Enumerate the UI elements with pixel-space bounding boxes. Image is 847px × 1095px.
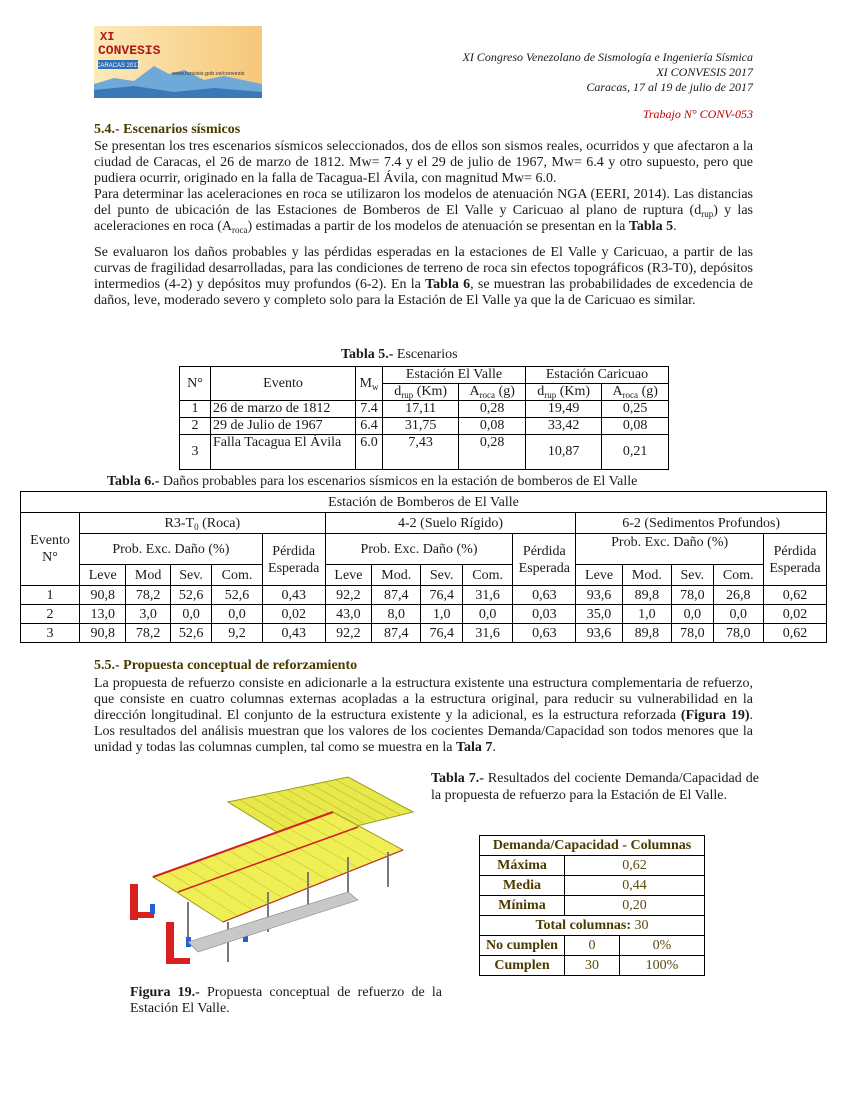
- caption-label: Tabla 7.-: [431, 771, 484, 786]
- col-header: [525, 384, 601, 401]
- col-header: Mod.: [622, 565, 671, 586]
- subscript: roca: [622, 390, 639, 400]
- cell: 1,0: [622, 605, 671, 624]
- section-5-4-body: [94, 139, 753, 309]
- table-row: [480, 896, 705, 916]
- table-row: [21, 624, 827, 643]
- col-header: Com.: [212, 565, 262, 586]
- paragraph: Se presentan los tres escenarios sísmicos seleccionados, dos de ellos son sismos reales, ocurridos y que afectaron a la ciudad de Caracas, el 26 de marzo de 1812. Mw= 7.4 y el 29 de julio de 1967, Mw= 6.4 y otro supuesto, pero que pudiera ocurrir, originado en la falla de Tacagua-El Ávila, con magnitud Mw= 6.0.: [94, 139, 753, 186]
- text: (g): [638, 384, 658, 399]
- cell: 17,11: [383, 401, 459, 418]
- group-header: 6-2 (Sedimentos Profundos): [576, 513, 827, 534]
- cell: 0,03: [513, 605, 576, 624]
- col-header: Mod.: [372, 565, 421, 586]
- cell: 2: [21, 605, 80, 624]
- cell: 0,63: [513, 624, 576, 643]
- col-header: Prob. Exc. Daño (%): [325, 534, 513, 565]
- cell: 1: [21, 586, 80, 605]
- text: .: [492, 740, 496, 755]
- subscript: rup: [701, 209, 714, 219]
- caption-label: Tabla 6.-: [107, 474, 160, 489]
- col-header: Evento N°: [21, 513, 80, 586]
- cell: 26 de marzo de 1812: [211, 401, 356, 418]
- cell: 0,43: [262, 586, 325, 605]
- cell: [480, 916, 705, 936]
- table-reference: Tala 7: [455, 740, 493, 755]
- cell: 7.4: [356, 401, 383, 418]
- cell: 0,62: [764, 586, 827, 605]
- header-line2: XI CONVESIS 2017: [656, 65, 753, 79]
- cell: 89,8: [622, 624, 671, 643]
- text: ) y las aceleraciones en roca (A: [94, 203, 753, 234]
- caption-label: Figura 19.-: [130, 985, 200, 1000]
- table-5-caption: [341, 347, 458, 363]
- col-header: Com.: [713, 565, 763, 586]
- cell: 52,6: [212, 586, 262, 605]
- cell: 93,6: [576, 586, 622, 605]
- section-5-5-body: [94, 676, 753, 756]
- col-header: Pérdida Esperada: [764, 534, 827, 586]
- table-6-caption: [107, 474, 637, 490]
- text: M: [359, 375, 372, 391]
- table-header: Demanda/Capacidad - Columnas: [480, 836, 705, 856]
- table-row: [180, 435, 669, 470]
- col-header: Evento: [211, 367, 356, 401]
- text: , se muestran las probabilidades de excedencia de daños, leve, moderado severo y completo solo para la Estación de El Valle ya que la de Caricuao es similar.: [94, 277, 753, 308]
- subscript: w: [371, 381, 379, 392]
- table-row: [480, 876, 705, 896]
- text: (Roca): [198, 515, 241, 531]
- cell: 78,0: [672, 624, 714, 643]
- text: d: [537, 384, 545, 399]
- subscript: 0: [194, 521, 199, 532]
- cell: 0,21: [602, 435, 669, 470]
- cell: 0,28: [459, 435, 526, 470]
- cell: 78,2: [126, 586, 170, 605]
- cell: 30: [565, 956, 620, 976]
- cell: 31,6: [462, 586, 512, 605]
- cell: 0,20: [565, 896, 705, 916]
- cell: 89,8: [622, 586, 671, 605]
- cell: 90,8: [80, 624, 126, 643]
- col-header: Sev.: [672, 565, 714, 586]
- cell: 19,49: [525, 401, 601, 418]
- caption-text: Resultados del cociente Demanda/Capacidad de la propuesta de refuerzo para la Estación de El Valle.: [431, 771, 759, 803]
- cell: 0,62: [764, 624, 827, 643]
- text: A: [469, 384, 480, 399]
- paragraph: [94, 245, 753, 309]
- cell: 0,43: [262, 624, 325, 643]
- group-header: [80, 513, 326, 534]
- table-7-caption: [431, 770, 759, 804]
- col-header: Pérdida Esperada: [513, 534, 576, 586]
- col-header: [383, 384, 459, 401]
- cell: 78,0: [672, 586, 714, 605]
- caption-text: Daños probables para los escenarios sísmicos en la estación de bomberos de El Valle: [159, 474, 638, 489]
- cell: 7,43: [383, 435, 459, 470]
- cell: 6.4: [356, 418, 383, 435]
- table-5: [179, 366, 669, 470]
- text: R3-T: [164, 515, 195, 531]
- section-5-5-title: 5.5.- Propuesta conceptual de reforzamiento: [94, 658, 358, 673]
- row-label: No cumplen: [480, 936, 565, 956]
- col-header: [356, 367, 383, 401]
- col-header: Sev.: [421, 565, 463, 586]
- cell: 0,0: [462, 605, 512, 624]
- col-header: Leve: [80, 565, 126, 586]
- cell: 13,0: [80, 605, 126, 624]
- section-5-4-title: 5.4.- Escenarios sísmicos: [94, 122, 241, 137]
- subscript: rup: [401, 390, 414, 400]
- col-header: Estación Caricuao: [525, 367, 668, 384]
- col-header: [602, 384, 669, 401]
- cell: 52,6: [170, 624, 212, 643]
- table-7: [479, 835, 705, 976]
- paragraph: [94, 676, 753, 756]
- cell: 0,44: [565, 876, 705, 896]
- cell: 87,4: [372, 586, 421, 605]
- cell: 0,0: [212, 605, 262, 624]
- row-label: Máxima: [480, 856, 565, 876]
- cell: 43,0: [325, 605, 371, 624]
- cell: 78,2: [126, 624, 170, 643]
- page-header: [462, 50, 753, 95]
- text: d: [394, 384, 402, 399]
- cell: 0,0: [672, 605, 714, 624]
- table-6: [20, 491, 827, 643]
- subscript: roca: [479, 390, 496, 400]
- subscript: roca: [231, 225, 248, 235]
- cell: 0,08: [459, 418, 526, 435]
- table-row: [180, 401, 669, 418]
- cell: 2: [180, 418, 211, 435]
- cell: 3,0: [126, 605, 170, 624]
- table-row: [180, 418, 669, 435]
- cell: 29 de Julio de 1967: [211, 418, 356, 435]
- text: Para determinar las aceleraciones en roca se utilizaron los modelos de atenuación NGA (EERI, 2014). Las distancias del punto de ubicación de las Estaciones de Bomberos de El Valle y Caricuao al plano de ruptura (d: [94, 187, 753, 218]
- table-row: [21, 605, 827, 624]
- cell: 0,28: [459, 401, 526, 418]
- paragraph: [94, 187, 753, 235]
- cell: 10,87: [525, 435, 601, 470]
- cell: 0,0: [170, 605, 212, 624]
- figure-19-caption: [130, 985, 442, 1017]
- figure-19-structure-model: [118, 772, 418, 977]
- cell: 52,6: [170, 586, 212, 605]
- convesis-logo: [94, 26, 262, 98]
- subscript: rup: [544, 390, 557, 400]
- text: A: [612, 384, 623, 399]
- col-header: Mod: [126, 565, 170, 586]
- text: .: [673, 219, 677, 234]
- cell: 76,4: [421, 586, 463, 605]
- table-row: [480, 936, 705, 956]
- cell: 93,6: [576, 624, 622, 643]
- col-header: [459, 384, 526, 401]
- cell: 0: [565, 936, 620, 956]
- cell: 92,2: [325, 624, 371, 643]
- cell: 87,4: [372, 624, 421, 643]
- figure-reference: (Figura 19): [680, 708, 750, 723]
- cell: 0,0: [713, 605, 763, 624]
- cell: 100%: [620, 956, 705, 976]
- cell: 35,0: [576, 605, 622, 624]
- table-row: [480, 916, 705, 936]
- table-reference: Tabla 6: [425, 277, 471, 292]
- col-header: Com.: [462, 565, 512, 586]
- table-reference: Tabla 5: [628, 219, 674, 234]
- row-label: Media: [480, 876, 565, 896]
- text: ) estimadas a partir de los modelos de atenuación se presentan en la: [247, 219, 629, 234]
- cell: 0,02: [764, 605, 827, 624]
- row-label: Cumplen: [480, 956, 565, 976]
- caption-text: Escenarios: [393, 347, 458, 362]
- text: (Km): [556, 384, 591, 399]
- group-header: 4-2 (Suelo Rígido): [325, 513, 576, 534]
- cell: 3: [180, 435, 211, 470]
- cell: 8,0: [372, 605, 421, 624]
- cell: 33,42: [525, 418, 601, 435]
- col-header: Prob. Exc. Daño (%): [80, 534, 263, 565]
- text: (Km): [413, 384, 448, 399]
- text: (g): [495, 384, 515, 399]
- col-header: Leve: [576, 565, 622, 586]
- table-row: [480, 956, 705, 976]
- header-line1: XI Congreso Venezolano de Sismología e Ingeniería Sísmica: [462, 50, 753, 64]
- cell: 3: [21, 624, 80, 643]
- table-row: [21, 586, 827, 605]
- paper-number: Trabajo N° CONV-053: [642, 107, 753, 121]
- svg-text:CONVESIS: CONVESIS: [98, 43, 161, 58]
- col-header: Estación El Valle: [383, 367, 526, 384]
- row-label: Total columnas:: [535, 918, 632, 933]
- cell: 0,08: [602, 418, 669, 435]
- text: Se evaluaron los daños probables y las pérdidas esperadas en la estaciones de El Valle y Caricuao, a partir de las curvas de fragilidad desarrolladas, para las condiciones de terreno de roca sin efectos topográficos (R3-T0), depósitos intermedios (4-2) y depósitos muy profundos (6-2). En la: [94, 245, 753, 292]
- svg-text:CARACAS 2017: CARACAS 2017: [95, 63, 141, 69]
- col-header: Leve: [325, 565, 371, 586]
- cell: 90,8: [80, 586, 126, 605]
- cell: 0%: [620, 936, 705, 956]
- table-row: [480, 856, 705, 876]
- cell: 9,2: [212, 624, 262, 643]
- caption-text: Propuesta conceptual de refuerzo de la Estación El Valle.: [130, 985, 442, 1016]
- text: La propuesta de refuerzo consiste en adicionarle a la estructura existente una estructura complementaria de refuerzo, que consiste en cuatro columnas externas acopladas a la estructura original, para reducir su vulnerabilidad en la dirección longitudinal. El conjunto de la estructura existente y la adicional, es la estructura reforzada: [94, 676, 753, 723]
- cell: 92,2: [325, 586, 371, 605]
- cell: 1,0: [421, 605, 463, 624]
- cell: 31,6: [462, 624, 512, 643]
- cell: Falla Tacagua El Ávila: [211, 435, 356, 470]
- caption-label: Tabla 5.-: [341, 347, 394, 362]
- cell: 76,4: [421, 624, 463, 643]
- col-header: N°: [180, 367, 211, 401]
- cell: 26,8: [713, 586, 763, 605]
- cell: 0,25: [602, 401, 669, 418]
- svg-text:XI: XI: [100, 30, 115, 44]
- svg-text:www.funvisis.gob.ve/convesis: www.funvisis.gob.ve/convesis: [172, 71, 245, 77]
- col-header: Sev.: [170, 565, 212, 586]
- row-label: Mínima: [480, 896, 565, 916]
- col-header: Pérdida Esperada: [262, 534, 325, 586]
- text: . Los resultados del análisis muestran que los valores de los cocientes Demanda/Capacidad son todos menores que la unidad y todas las columnas cumplen, tal como se muestra en la: [94, 708, 754, 755]
- cell: 31,75: [383, 418, 459, 435]
- cell: 78,0: [713, 624, 763, 643]
- header-line3: Caracas, 17 al 19 de julio de 2017: [586, 80, 753, 94]
- col-header: Prob. Exc. Daño (%): [576, 534, 764, 565]
- cell: 0,62: [565, 856, 705, 876]
- cell: 6.0: [356, 435, 383, 470]
- cell: 0,63: [513, 586, 576, 605]
- cell: 0,02: [262, 605, 325, 624]
- cell: 1: [180, 401, 211, 418]
- table-title: Estación de Bomberos de El Valle: [21, 492, 827, 513]
- value: 30: [631, 918, 649, 933]
